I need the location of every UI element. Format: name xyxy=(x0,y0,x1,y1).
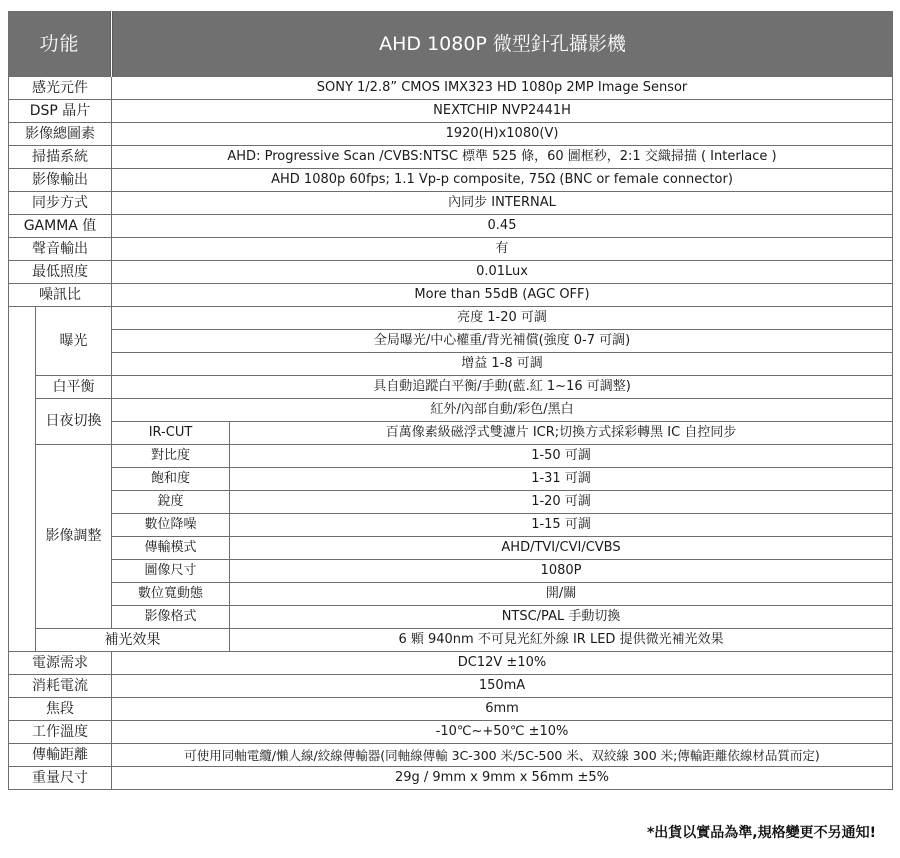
table-row xyxy=(9,560,893,583)
table-row xyxy=(9,675,893,698)
row-value: 百萬像素級磁浮式雙濾片 ICR;切換方式採彩轉黑 IC 自控同步 xyxy=(230,422,893,445)
table-header-row xyxy=(9,12,893,77)
sub-label: 飽和度 xyxy=(112,468,230,491)
table-row xyxy=(9,537,893,560)
row-value: DC12V ±10% xyxy=(112,652,893,675)
table-row xyxy=(9,629,893,652)
row-value: AHD 1080p 60fps; 1.1 Vp-p composite, 75Ω (BNC or female connector) xyxy=(112,169,893,192)
table-row xyxy=(9,652,893,675)
row-label: 感光元件 xyxy=(9,77,112,100)
row-label: 掃描系統 xyxy=(9,146,112,169)
table-row xyxy=(9,698,893,721)
row-value: 0.01Lux xyxy=(112,261,893,284)
row-value: 0.45 xyxy=(112,215,893,238)
table-row xyxy=(9,491,893,514)
row-value: 150mA xyxy=(112,675,893,698)
sub-label: 影像格式 xyxy=(112,606,230,629)
row-value: 可使用同軸電纜/懶人線/絞線傳輸器(同軸線傳輸 3C-300 米/5C-500 米、双絞線 300 米;傳輸距離依線材品質而定) xyxy=(112,744,893,767)
image-adjust-label: 影像調整 xyxy=(36,445,112,629)
table-row xyxy=(9,468,893,491)
row-value: 全局曝光/中心權重/背光補償(強度 0-7 可調) xyxy=(112,330,893,353)
table-row xyxy=(9,353,893,376)
row-value: 29g / 9mm x 9mm x 56mm ±5% xyxy=(112,767,893,790)
sub-label: 數位降噪 xyxy=(112,514,230,537)
table-row xyxy=(9,422,893,445)
row-value: 具自動追蹤白平衡/手動(藍.紅 1~16 可調整) xyxy=(112,376,893,399)
row-value: -10℃~+50℃ ±10% xyxy=(112,721,893,744)
row-label: 補光效果 xyxy=(36,629,230,652)
row-label: 最低照度 xyxy=(9,261,112,284)
table-row xyxy=(9,100,893,123)
row-label: 影像總圖素 xyxy=(9,123,112,146)
row-label: 電源需求 xyxy=(9,652,112,675)
row-label: 消耗電流 xyxy=(9,675,112,698)
row-value: 有 xyxy=(112,238,893,261)
row-label: 焦段 xyxy=(9,698,112,721)
table-row xyxy=(9,261,893,284)
row-label: GAMMA 值 xyxy=(9,215,112,238)
row-value: More than 55dB (AGC OFF) xyxy=(112,284,893,307)
table-row xyxy=(9,77,893,100)
table-row xyxy=(9,583,893,606)
row-value: 1-15 可調 xyxy=(230,514,893,537)
row-value: 1920(H)x1080(V) xyxy=(112,123,893,146)
row-label: 工作溫度 xyxy=(9,721,112,744)
sub-label: 圖像尺寸 xyxy=(112,560,230,583)
table-row xyxy=(9,284,893,307)
row-label: 傳輸距離 xyxy=(9,744,112,767)
row-label: 噪訊比 xyxy=(9,284,112,307)
exposure-label: 曝光 xyxy=(36,307,112,376)
row-value: 1-50 可調 xyxy=(230,445,893,468)
ir-cut-label: IR-CUT xyxy=(112,422,230,445)
table-row xyxy=(9,192,893,215)
sub-label: 傳輸模式 xyxy=(112,537,230,560)
white-balance-label: 白平衡 xyxy=(36,376,112,399)
spec-table xyxy=(8,11,893,790)
table-row xyxy=(9,767,893,790)
row-value: NTSC/PAL 手動切換 xyxy=(230,606,893,629)
row-value: SONY 1/2.8” CMOS IMX323 HD 1080p 2MP Image Sensor xyxy=(112,77,893,100)
row-label: 影像輸出 xyxy=(9,169,112,192)
group-indent-cell xyxy=(9,307,36,652)
row-value: 內同步 INTERNAL xyxy=(112,192,893,215)
table-row xyxy=(9,123,893,146)
row-value: 1-20 可調 xyxy=(230,491,893,514)
footnote: *出貨以實品為準,規格變更不另通知! xyxy=(646,825,876,841)
row-label: 同步方式 xyxy=(9,192,112,215)
row-value: 6mm xyxy=(112,698,893,721)
table-row xyxy=(9,169,893,192)
table-row xyxy=(9,744,893,767)
row-value: 紅外/內部自動/彩色/黑白 xyxy=(112,399,893,422)
header-feature-label: 功能 xyxy=(9,12,112,77)
table-row xyxy=(9,606,893,629)
table-row xyxy=(9,399,893,422)
row-value: 增益 1-8 可調 xyxy=(112,353,893,376)
header-product-title: AHD 1080P 微型針孔攝影機 xyxy=(112,12,893,77)
row-label: DSP 晶片 xyxy=(9,100,112,123)
table-row xyxy=(9,307,893,330)
sub-label: 數位寬動態 xyxy=(112,583,230,606)
table-row xyxy=(9,376,893,399)
row-label: 重量尺寸 xyxy=(9,767,112,790)
row-value: 1080P xyxy=(230,560,893,583)
table-row xyxy=(9,215,893,238)
table-row xyxy=(9,445,893,468)
row-value: AHD: Progressive Scan /CVBS:NTSC 標準 525 條，60 圖框秒，2:1 交織掃描 ( Interlace ) xyxy=(112,146,893,169)
row-value: NEXTCHIP NVP2441H xyxy=(112,100,893,123)
sub-label: 對比度 xyxy=(112,445,230,468)
row-value: 亮度 1-20 可調 xyxy=(112,307,893,330)
row-label: 聲音輸出 xyxy=(9,238,112,261)
row-value: 開/關 xyxy=(230,583,893,606)
sub-label: 銳度 xyxy=(112,491,230,514)
day-night-label: 日夜切換 xyxy=(36,399,112,445)
row-value: 1-31 可調 xyxy=(230,468,893,491)
table-row xyxy=(9,514,893,537)
row-value: AHD/TVI/CVI/CVBS xyxy=(230,537,893,560)
table-row xyxy=(9,721,893,744)
row-value: 6 顆 940nm 不可見光紅外線 IR LED 提供微光補光效果 xyxy=(230,629,893,652)
table-row xyxy=(9,146,893,169)
table-row xyxy=(9,330,893,353)
table-row xyxy=(9,238,893,261)
